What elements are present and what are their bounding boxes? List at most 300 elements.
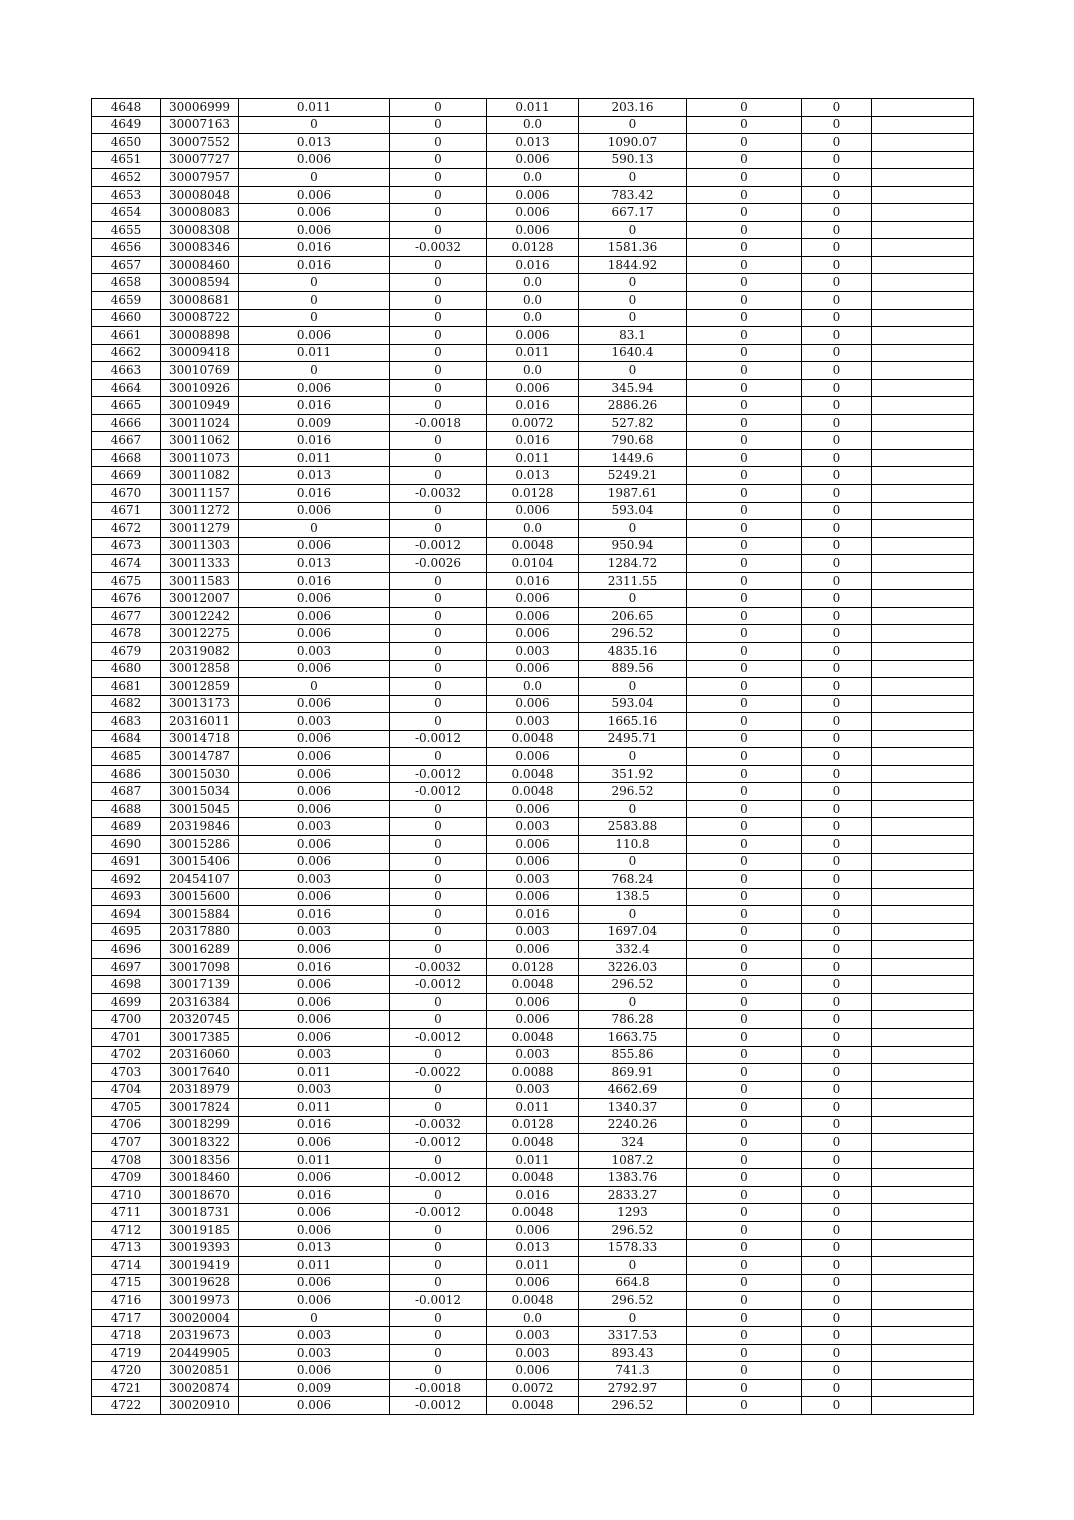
col-h-cell: 0 xyxy=(802,888,872,906)
id-cell: 30017098 xyxy=(161,958,239,976)
col-h-cell: 0 xyxy=(802,414,872,432)
table-body xyxy=(92,99,974,1415)
amount-cell: 667.17 xyxy=(579,204,687,222)
value-a-cell: 0 xyxy=(239,678,390,696)
id-cell: 30011024 xyxy=(161,414,239,432)
table-row xyxy=(92,572,974,590)
empty-cell xyxy=(872,1292,974,1310)
value-a-cell: 0.006 xyxy=(239,204,390,222)
empty-cell xyxy=(872,1011,974,1029)
adjustment-cell: 0 xyxy=(390,941,487,959)
col-h-cell: 0 xyxy=(802,642,872,660)
col-h-cell: 0 xyxy=(802,520,872,538)
table-row xyxy=(92,1327,974,1345)
col-h-cell: 0 xyxy=(802,660,872,678)
col-h-cell: 0 xyxy=(802,1186,872,1204)
row-index-cell: 4722 xyxy=(92,1397,161,1415)
amount-cell: 0 xyxy=(579,116,687,134)
adjustment-cell: 0 xyxy=(390,748,487,766)
adjustment-cell: 0 xyxy=(390,221,487,239)
empty-cell xyxy=(872,274,974,292)
table-row xyxy=(92,1099,974,1117)
empty-cell xyxy=(872,906,974,924)
row-index-cell: 4706 xyxy=(92,1116,161,1134)
adjustment-cell: 0 xyxy=(390,256,487,274)
value-b-cell: 0.0072 xyxy=(487,1379,579,1397)
value-a-cell: 0.006 xyxy=(239,1274,390,1292)
empty-cell xyxy=(872,1028,974,1046)
col-g-cell: 0 xyxy=(687,1239,802,1257)
col-g-cell: 0 xyxy=(687,151,802,169)
empty-cell xyxy=(872,116,974,134)
id-cell: 30015034 xyxy=(161,783,239,801)
amount-cell: 138.5 xyxy=(579,888,687,906)
adjustment-cell: -0.0018 xyxy=(390,1379,487,1397)
value-a-cell: 0.013 xyxy=(239,134,390,152)
amount-cell: 332.4 xyxy=(579,941,687,959)
value-a-cell: 0.006 xyxy=(239,607,390,625)
col-g-cell: 0 xyxy=(687,1344,802,1362)
amount-cell: 1340.37 xyxy=(579,1099,687,1117)
adjustment-cell: 0 xyxy=(390,467,487,485)
col-g-cell: 0 xyxy=(687,572,802,590)
col-g-cell: 0 xyxy=(687,1379,802,1397)
id-cell: 30011303 xyxy=(161,537,239,555)
id-cell: 20318979 xyxy=(161,1081,239,1099)
value-a-cell: 0.003 xyxy=(239,923,390,941)
row-index-cell: 4690 xyxy=(92,835,161,853)
adjustment-cell: 0 xyxy=(390,1344,487,1362)
row-index-cell: 4656 xyxy=(92,239,161,257)
table-row xyxy=(92,1309,974,1327)
id-cell: 30011073 xyxy=(161,449,239,467)
value-b-cell: 0.006 xyxy=(487,1011,579,1029)
table-row xyxy=(92,449,974,467)
row-index-cell: 4668 xyxy=(92,449,161,467)
empty-cell xyxy=(872,923,974,941)
value-b-cell: 0.006 xyxy=(487,151,579,169)
amount-cell: 855.86 xyxy=(579,1046,687,1064)
id-cell: 30010949 xyxy=(161,397,239,415)
value-b-cell: 0.011 xyxy=(487,344,579,362)
row-index-cell: 4701 xyxy=(92,1028,161,1046)
row-index-cell: 4689 xyxy=(92,818,161,836)
col-g-cell: 0 xyxy=(687,292,802,310)
col-g-cell: 0 xyxy=(687,871,802,889)
amount-cell: 4662.69 xyxy=(579,1081,687,1099)
col-h-cell: 0 xyxy=(802,765,872,783)
value-b-cell: 0.0072 xyxy=(487,414,579,432)
col-g-cell: 0 xyxy=(687,379,802,397)
amount-cell: 2311.55 xyxy=(579,572,687,590)
adjustment-cell: 0 xyxy=(390,572,487,590)
value-b-cell: 0.0 xyxy=(487,309,579,327)
adjustment-cell: 0 xyxy=(390,1011,487,1029)
col-g-cell: 0 xyxy=(687,169,802,187)
amount-cell: 1449.6 xyxy=(579,449,687,467)
value-b-cell: 0.006 xyxy=(487,502,579,520)
value-a-cell: 0.016 xyxy=(239,1186,390,1204)
col-g-cell: 0 xyxy=(687,502,802,520)
adjustment-cell: 0 xyxy=(390,204,487,222)
col-h-cell: 0 xyxy=(802,1134,872,1152)
id-cell: 20319846 xyxy=(161,818,239,836)
id-cell: 30011583 xyxy=(161,572,239,590)
col-h-cell: 0 xyxy=(802,99,872,117)
empty-cell xyxy=(872,871,974,889)
value-a-cell: 0.006 xyxy=(239,1011,390,1029)
col-g-cell: 0 xyxy=(687,1292,802,1310)
amount-cell: 2886.26 xyxy=(579,397,687,415)
empty-cell xyxy=(872,432,974,450)
adjustment-cell: 0 xyxy=(390,1309,487,1327)
table-row xyxy=(92,169,974,187)
table-row xyxy=(92,783,974,801)
value-a-cell: 0.016 xyxy=(239,1116,390,1134)
adjustment-cell: -0.0012 xyxy=(390,730,487,748)
value-b-cell: 0.013 xyxy=(487,467,579,485)
col-h-cell: 0 xyxy=(802,1344,872,1362)
row-index-cell: 4710 xyxy=(92,1186,161,1204)
row-index-cell: 4707 xyxy=(92,1134,161,1152)
row-index-cell: 4652 xyxy=(92,169,161,187)
value-b-cell: 0.006 xyxy=(487,660,579,678)
amount-cell: 296.52 xyxy=(579,976,687,994)
value-a-cell: 0.006 xyxy=(239,748,390,766)
col-h-cell: 0 xyxy=(802,993,872,1011)
amount-cell: 296.52 xyxy=(579,1222,687,1240)
value-a-cell: 0.006 xyxy=(239,765,390,783)
col-g-cell: 0 xyxy=(687,1116,802,1134)
amount-cell: 296.52 xyxy=(579,1397,687,1415)
value-b-cell: 0.0048 xyxy=(487,1204,579,1222)
empty-cell xyxy=(872,783,974,801)
id-cell: 30020004 xyxy=(161,1309,239,1327)
adjustment-cell: -0.0012 xyxy=(390,1204,487,1222)
id-cell: 30018356 xyxy=(161,1151,239,1169)
amount-cell: 1293 xyxy=(579,1204,687,1222)
id-cell: 30011062 xyxy=(161,432,239,450)
col-h-cell: 0 xyxy=(802,537,872,555)
data-table xyxy=(91,98,974,1415)
id-cell: 30015045 xyxy=(161,800,239,818)
col-h-cell: 0 xyxy=(802,1151,872,1169)
row-index-cell: 4670 xyxy=(92,485,161,503)
col-h-cell: 0 xyxy=(802,835,872,853)
value-a-cell: 0.006 xyxy=(239,537,390,555)
value-b-cell: 0.006 xyxy=(487,625,579,643)
empty-cell xyxy=(872,502,974,520)
col-h-cell: 0 xyxy=(802,151,872,169)
col-g-cell: 0 xyxy=(687,1362,802,1380)
row-index-cell: 4684 xyxy=(92,730,161,748)
value-b-cell: 0.0 xyxy=(487,274,579,292)
table-row xyxy=(92,344,974,362)
col-g-cell: 0 xyxy=(687,888,802,906)
table-row xyxy=(92,695,974,713)
value-a-cell: 0.003 xyxy=(239,642,390,660)
col-h-cell: 0 xyxy=(802,379,872,397)
value-b-cell: 0.011 xyxy=(487,1151,579,1169)
empty-cell xyxy=(872,888,974,906)
table-row xyxy=(92,748,974,766)
adjustment-cell: -0.0012 xyxy=(390,1134,487,1152)
row-index-cell: 4655 xyxy=(92,221,161,239)
col-h-cell: 0 xyxy=(802,327,872,345)
value-b-cell: 0.013 xyxy=(487,134,579,152)
col-h-cell: 0 xyxy=(802,1081,872,1099)
table-row xyxy=(92,151,974,169)
col-g-cell: 0 xyxy=(687,906,802,924)
row-index-cell: 4678 xyxy=(92,625,161,643)
amount-cell: 527.82 xyxy=(579,414,687,432)
id-cell: 30015030 xyxy=(161,765,239,783)
amount-cell: 0 xyxy=(579,309,687,327)
value-b-cell: 0.006 xyxy=(487,327,579,345)
adjustment-cell: -0.0026 xyxy=(390,555,487,573)
value-b-cell: 0.016 xyxy=(487,572,579,590)
id-cell: 30020874 xyxy=(161,1379,239,1397)
value-a-cell: 0 xyxy=(239,520,390,538)
value-b-cell: 0.016 xyxy=(487,1186,579,1204)
amount-cell: 206.65 xyxy=(579,607,687,625)
row-index-cell: 4675 xyxy=(92,572,161,590)
empty-cell xyxy=(872,256,974,274)
row-index-cell: 4677 xyxy=(92,607,161,625)
id-cell: 30018299 xyxy=(161,1116,239,1134)
adjustment-cell: 0 xyxy=(390,818,487,836)
amount-cell: 664.8 xyxy=(579,1274,687,1292)
value-b-cell: 0.006 xyxy=(487,941,579,959)
amount-cell: 0 xyxy=(579,221,687,239)
row-index-cell: 4654 xyxy=(92,204,161,222)
col-g-cell: 0 xyxy=(687,730,802,748)
adjustment-cell: -0.0012 xyxy=(390,1169,487,1187)
value-b-cell: 0.003 xyxy=(487,713,579,731)
empty-cell xyxy=(872,169,974,187)
adjustment-cell: 0 xyxy=(390,906,487,924)
col-h-cell: 0 xyxy=(802,748,872,766)
adjustment-cell: 0 xyxy=(390,800,487,818)
id-cell: 30018460 xyxy=(161,1169,239,1187)
empty-cell xyxy=(872,1379,974,1397)
col-g-cell: 0 xyxy=(687,1064,802,1082)
col-g-cell: 0 xyxy=(687,467,802,485)
row-index-cell: 4653 xyxy=(92,186,161,204)
id-cell: 30020851 xyxy=(161,1362,239,1380)
adjustment-cell: -0.0012 xyxy=(390,1292,487,1310)
col-h-cell: 0 xyxy=(802,449,872,467)
col-h-cell: 0 xyxy=(802,625,872,643)
col-h-cell: 0 xyxy=(802,800,872,818)
amount-cell: 83.1 xyxy=(579,327,687,345)
table-row xyxy=(92,765,974,783)
amount-cell: 741.3 xyxy=(579,1362,687,1380)
table-row xyxy=(92,1011,974,1029)
table-row xyxy=(92,853,974,871)
col-g-cell: 0 xyxy=(687,239,802,257)
empty-cell xyxy=(872,1134,974,1152)
row-index-cell: 4719 xyxy=(92,1344,161,1362)
value-b-cell: 0.0048 xyxy=(487,1292,579,1310)
adjustment-cell: 0 xyxy=(390,292,487,310)
col-g-cell: 0 xyxy=(687,555,802,573)
value-b-cell: 0.006 xyxy=(487,607,579,625)
row-index-cell: 4665 xyxy=(92,397,161,415)
value-a-cell: 0.003 xyxy=(239,713,390,731)
value-a-cell: 0.006 xyxy=(239,1362,390,1380)
table-row xyxy=(92,1257,974,1275)
table-row xyxy=(92,1151,974,1169)
row-index-cell: 4660 xyxy=(92,309,161,327)
col-h-cell: 0 xyxy=(802,783,872,801)
col-g-cell: 0 xyxy=(687,327,802,345)
value-b-cell: 0.006 xyxy=(487,221,579,239)
col-h-cell: 0 xyxy=(802,221,872,239)
table-row xyxy=(92,1046,974,1064)
col-h-cell: 0 xyxy=(802,256,872,274)
row-index-cell: 4694 xyxy=(92,906,161,924)
amount-cell: 1663.75 xyxy=(579,1028,687,1046)
col-g-cell: 0 xyxy=(687,835,802,853)
empty-cell xyxy=(872,678,974,696)
empty-cell xyxy=(872,1257,974,1275)
col-h-cell: 0 xyxy=(802,485,872,503)
adjustment-cell: 0 xyxy=(390,362,487,380)
id-cell: 30019628 xyxy=(161,1274,239,1292)
col-g-cell: 0 xyxy=(687,520,802,538)
value-a-cell: 0.006 xyxy=(239,993,390,1011)
amount-cell: 1987.61 xyxy=(579,485,687,503)
col-g-cell: 0 xyxy=(687,186,802,204)
empty-cell xyxy=(872,941,974,959)
col-h-cell: 0 xyxy=(802,397,872,415)
col-h-cell: 0 xyxy=(802,555,872,573)
value-a-cell: 0.013 xyxy=(239,555,390,573)
value-a-cell: 0.009 xyxy=(239,414,390,432)
adjustment-cell: -0.0032 xyxy=(390,1116,487,1134)
empty-cell xyxy=(872,1344,974,1362)
row-index-cell: 4712 xyxy=(92,1222,161,1240)
empty-cell xyxy=(872,292,974,310)
amount-cell: 4835.16 xyxy=(579,642,687,660)
table-row xyxy=(92,976,974,994)
amount-cell: 203.16 xyxy=(579,99,687,117)
empty-cell xyxy=(872,239,974,257)
id-cell: 30011157 xyxy=(161,485,239,503)
col-g-cell: 0 xyxy=(687,1151,802,1169)
col-h-cell: 0 xyxy=(802,1239,872,1257)
col-g-cell: 0 xyxy=(687,660,802,678)
value-b-cell: 0.003 xyxy=(487,1046,579,1064)
value-a-cell: 0.006 xyxy=(239,730,390,748)
col-g-cell: 0 xyxy=(687,818,802,836)
adjustment-cell: 0 xyxy=(390,853,487,871)
col-h-cell: 0 xyxy=(802,344,872,362)
adjustment-cell: 0 xyxy=(390,432,487,450)
col-g-cell: 0 xyxy=(687,590,802,608)
value-a-cell: 0.006 xyxy=(239,1397,390,1415)
value-a-cell: 0.003 xyxy=(239,1327,390,1345)
empty-cell xyxy=(872,853,974,871)
empty-cell xyxy=(872,976,974,994)
adjustment-cell: -0.0012 xyxy=(390,1397,487,1415)
row-index-cell: 4687 xyxy=(92,783,161,801)
value-a-cell: 0.006 xyxy=(239,1169,390,1187)
row-index-cell: 4671 xyxy=(92,502,161,520)
value-a-cell: 0.011 xyxy=(239,344,390,362)
amount-cell: 593.04 xyxy=(579,695,687,713)
empty-cell xyxy=(872,99,974,117)
col-h-cell: 0 xyxy=(802,853,872,871)
amount-cell: 324 xyxy=(579,1134,687,1152)
value-a-cell: 0 xyxy=(239,274,390,292)
adjustment-cell: 0 xyxy=(390,993,487,1011)
empty-cell xyxy=(872,397,974,415)
id-cell: 30011272 xyxy=(161,502,239,520)
adjustment-cell: 0 xyxy=(390,169,487,187)
row-index-cell: 4716 xyxy=(92,1292,161,1310)
row-index-cell: 4708 xyxy=(92,1151,161,1169)
value-a-cell: 0.006 xyxy=(239,695,390,713)
empty-cell xyxy=(872,993,974,1011)
table-row xyxy=(92,256,974,274)
col-g-cell: 0 xyxy=(687,941,802,959)
value-b-cell: 0.016 xyxy=(487,906,579,924)
col-g-cell: 0 xyxy=(687,765,802,783)
amount-cell: 593.04 xyxy=(579,502,687,520)
id-cell: 30015286 xyxy=(161,835,239,853)
col-h-cell: 0 xyxy=(802,274,872,292)
id-cell: 30015406 xyxy=(161,853,239,871)
amount-cell: 0 xyxy=(579,520,687,538)
amount-cell: 1090.07 xyxy=(579,134,687,152)
table-row xyxy=(92,1379,974,1397)
amount-cell: 296.52 xyxy=(579,783,687,801)
value-a-cell: 0.013 xyxy=(239,1239,390,1257)
id-cell: 30016289 xyxy=(161,941,239,959)
amount-cell: 0 xyxy=(579,993,687,1011)
adjustment-cell: 0 xyxy=(390,625,487,643)
adjustment-cell: 0 xyxy=(390,1046,487,1064)
adjustment-cell: 0 xyxy=(390,1151,487,1169)
value-a-cell: 0.006 xyxy=(239,800,390,818)
table-row xyxy=(92,1134,974,1152)
empty-cell xyxy=(872,204,974,222)
row-index-cell: 4685 xyxy=(92,748,161,766)
id-cell: 30012858 xyxy=(161,660,239,678)
value-a-cell: 0.016 xyxy=(239,432,390,450)
value-a-cell: 0.016 xyxy=(239,397,390,415)
adjustment-cell: -0.0012 xyxy=(390,976,487,994)
row-index-cell: 4679 xyxy=(92,642,161,660)
col-g-cell: 0 xyxy=(687,362,802,380)
row-index-cell: 4699 xyxy=(92,993,161,1011)
empty-cell xyxy=(872,1362,974,1380)
adjustment-cell: -0.0018 xyxy=(390,414,487,432)
row-index-cell: 4692 xyxy=(92,871,161,889)
col-g-cell: 0 xyxy=(687,1028,802,1046)
adjustment-cell: 0 xyxy=(390,309,487,327)
col-h-cell: 0 xyxy=(802,1046,872,1064)
col-g-cell: 0 xyxy=(687,993,802,1011)
row-index-cell: 4673 xyxy=(92,537,161,555)
col-g-cell: 0 xyxy=(687,99,802,117)
table-row xyxy=(92,1081,974,1099)
amount-cell: 950.94 xyxy=(579,537,687,555)
amount-cell: 1697.04 xyxy=(579,923,687,941)
value-b-cell: 0.006 xyxy=(487,1362,579,1380)
